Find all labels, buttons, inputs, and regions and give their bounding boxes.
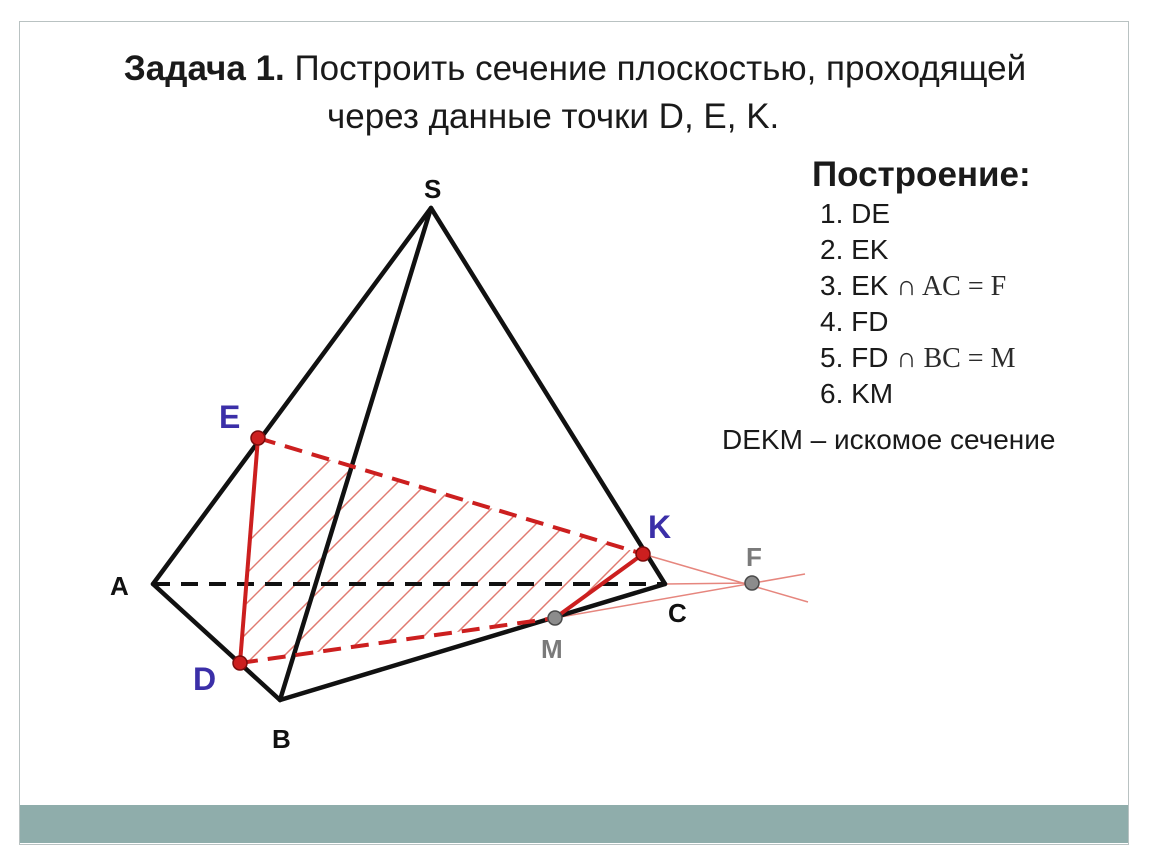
step-text: 5. FD: [820, 342, 897, 373]
label-k: K: [648, 509, 672, 545]
label-f: F: [746, 542, 762, 572]
step-math: ∩ AC = F: [896, 271, 1007, 302]
step-math: ∩ BC = M: [896, 343, 1016, 374]
point-m: [548, 611, 562, 625]
label-a: A: [110, 571, 129, 601]
label-s: S: [424, 174, 442, 204]
point-d: [233, 656, 247, 670]
step-text: 3. EK: [820, 270, 897, 301]
section-hatching: [90, 420, 850, 700]
step-text: 4. FD: [820, 306, 889, 337]
aux-line-cf: [665, 583, 752, 584]
label-m: M: [541, 634, 563, 664]
label-d: D: [193, 661, 217, 697]
edge-sc: [431, 208, 665, 584]
label-b: B: [272, 724, 291, 754]
section-line-de: [240, 438, 258, 663]
point-f: [745, 576, 759, 590]
edge-ab: [153, 584, 280, 700]
point-k: [636, 547, 650, 561]
section-line-dm: [240, 618, 555, 663]
label-c: C: [668, 598, 687, 628]
label-e: E: [219, 399, 241, 435]
task-title-text: Построить сечение плоскостью, проходящей: [284, 49, 1027, 88]
section-result: DEKM – искомое сечение: [722, 424, 1056, 455]
step-text: 1. DE: [820, 198, 891, 229]
task-title-number: Задача 1.: [123, 49, 285, 88]
step-text: 6. KM: [820, 378, 894, 409]
task-title-line2: через данные точки D, E, K.: [327, 97, 780, 136]
step-text: 2. EK: [820, 234, 889, 265]
point-e: [251, 431, 265, 445]
construction-heading: Построение:: [812, 155, 1031, 194]
edge-sb: [280, 208, 431, 700]
